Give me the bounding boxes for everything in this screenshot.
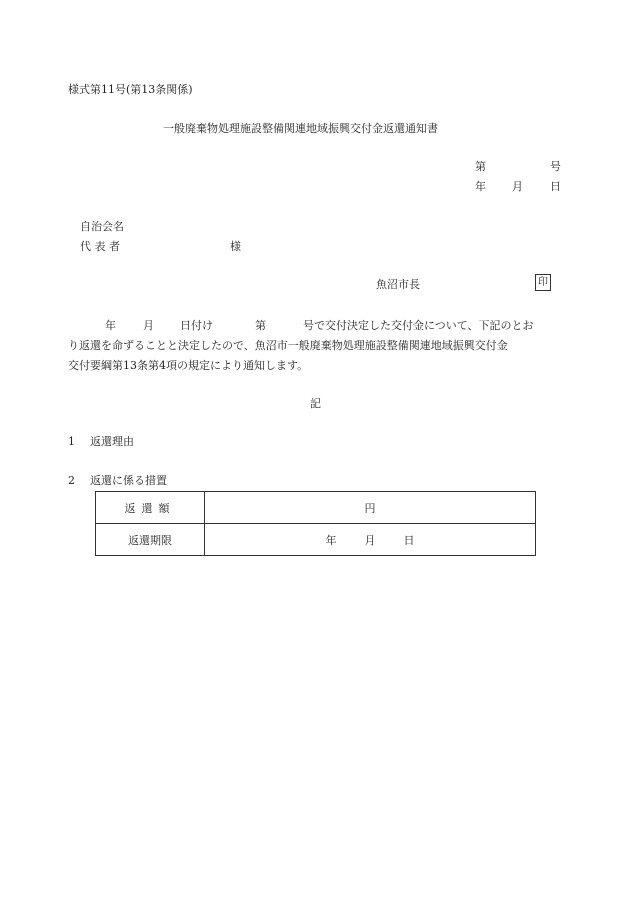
body-dai: 第	[255, 319, 266, 332]
issue-date-day: 日	[550, 180, 561, 193]
honorific: 様	[230, 240, 241, 253]
refund-amount-label: 返還額	[96, 492, 205, 524]
deadline-day: 日	[403, 533, 415, 547]
section-1	[68, 433, 134, 449]
section-2	[68, 472, 167, 488]
form-id: 様式第11号(第13条関係)	[68, 83, 193, 96]
body-rest: 号で交付決定した交付金について、下記のとお	[303, 319, 534, 332]
doc-number-go: 号	[550, 160, 561, 173]
representative-label: 代 表 者	[80, 240, 120, 253]
section-number: 2	[68, 474, 75, 487]
issue-date-year: 年	[475, 180, 486, 193]
body-line-2: り返還を命ずることと決定したので、魚沼市一般廃棄物処理施設整備関連地域振興交付金	[68, 339, 508, 352]
association-label: 自治会名	[80, 220, 124, 233]
refund-table	[95, 491, 536, 556]
section-title: 返還理由	[90, 435, 134, 448]
ki-heading: 記	[310, 397, 321, 410]
body-year: 年	[105, 319, 116, 332]
table-row	[96, 524, 536, 556]
document-title: 一般廃棄物処理施設整備関連地域振興交付金返還通知書	[163, 122, 438, 135]
body-month: 月	[143, 319, 154, 332]
deadline-year: 年	[325, 533, 337, 547]
section-number: 1	[68, 435, 75, 448]
seal-box: 印	[535, 274, 551, 291]
refund-deadline-value	[205, 524, 536, 556]
body-day: 日付け	[180, 319, 213, 332]
issue-date-month: 月	[512, 180, 523, 193]
sender-title: 魚沼市長	[376, 278, 420, 291]
refund-amount-value: 円	[205, 492, 536, 524]
body-line-3: 交付要綱第13条第4項の規定により通知します。	[68, 359, 309, 372]
doc-number-dai: 第	[475, 160, 486, 173]
deadline-month: 月	[364, 533, 376, 547]
refund-deadline-label: 返還期限	[96, 524, 205, 556]
section-title: 返還に係る措置	[90, 474, 167, 487]
table-row	[96, 492, 536, 524]
